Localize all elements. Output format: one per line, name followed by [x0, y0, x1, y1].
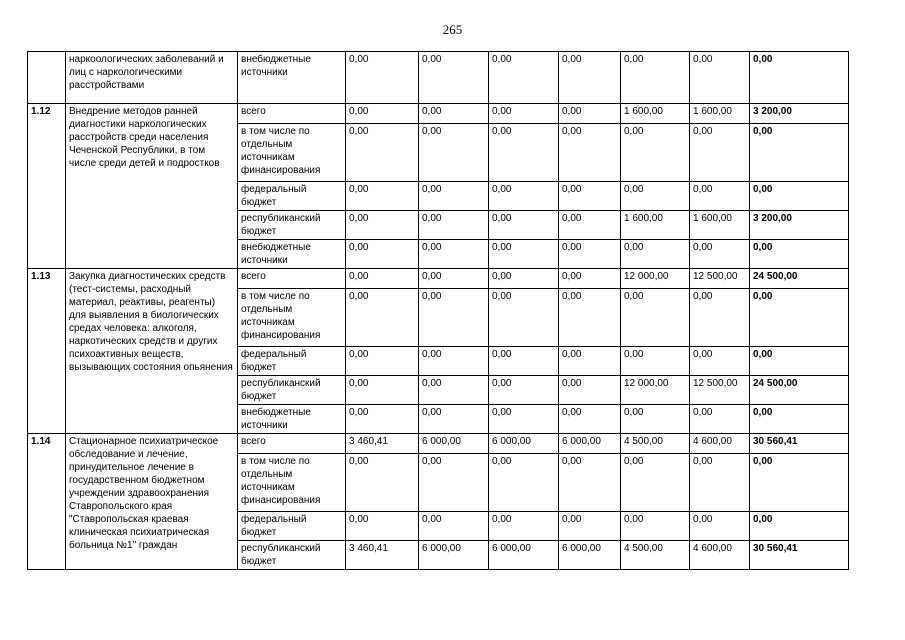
year-value: 6 000,00 [559, 434, 621, 454]
year-value: 0,00 [346, 289, 419, 347]
year-value: 0,00 [346, 376, 419, 405]
year-value: 0,00 [690, 240, 750, 269]
total-value: 30 560,41 [750, 434, 849, 454]
year-value: 0,00 [621, 454, 690, 512]
year-value: 0,00 [346, 211, 419, 240]
year-value: 0,00 [419, 240, 489, 269]
funding-source: внебюджетные источники [238, 52, 346, 104]
total-value: 0,00 [750, 289, 849, 347]
table-row [28, 269, 849, 289]
year-value: 0,00 [419, 52, 489, 104]
year-value: 0,00 [489, 52, 559, 104]
year-value: 0,00 [489, 182, 559, 211]
year-value: 6 000,00 [489, 541, 559, 570]
year-value: 0,00 [690, 405, 750, 434]
page-number: 265 [442, 22, 463, 37]
year-value: 0,00 [419, 289, 489, 347]
year-value: 0,00 [690, 454, 750, 512]
year-value: 1 600,00 [621, 211, 690, 240]
total-value: 0,00 [750, 512, 849, 541]
year-value: 0,00 [489, 454, 559, 512]
table-row [28, 104, 849, 124]
measure-name: Стационарное психиатрическое обследование и лечение, принудительное лечение в государственном бюджетном учреждении здравоохранения Ставропольского края "Ставропольская краевая клиническая психиатрическая больница №1" граждан [66, 434, 238, 570]
total-value: 3 200,00 [750, 104, 849, 124]
budget-table [27, 51, 849, 570]
year-value: 0,00 [489, 240, 559, 269]
year-value: 0,00 [419, 405, 489, 434]
total-value: 24 500,00 [750, 376, 849, 405]
funding-source: федеральный бюджет [238, 182, 346, 211]
year-value: 0,00 [559, 240, 621, 269]
year-value: 0,00 [419, 104, 489, 124]
year-value: 0,00 [489, 347, 559, 376]
year-value: 0,00 [346, 347, 419, 376]
year-value: 0,00 [419, 269, 489, 289]
total-value: 0,00 [750, 405, 849, 434]
year-value: 0,00 [489, 289, 559, 347]
year-value: 3 460,41 [346, 541, 419, 570]
funding-source: федеральный бюджет [238, 512, 346, 541]
year-value: 0,00 [621, 512, 690, 541]
year-value: 6 000,00 [419, 541, 489, 570]
funding-source: республиканский бюджет [238, 541, 346, 570]
total-value: 0,00 [750, 52, 849, 104]
total-value: 0,00 [750, 240, 849, 269]
funding-source: в том числе по отдельным источникам финансирования [238, 454, 346, 512]
year-value: 0,00 [621, 289, 690, 347]
year-value: 6 000,00 [559, 541, 621, 570]
year-value: 0,00 [489, 104, 559, 124]
year-value: 0,00 [346, 52, 419, 104]
year-value: 0,00 [559, 52, 621, 104]
funding-source: республиканский бюджет [238, 376, 346, 405]
row-code: 1.13 [28, 269, 66, 434]
year-value: 0,00 [559, 347, 621, 376]
year-value: 0,00 [419, 376, 489, 405]
year-value: 6 000,00 [419, 434, 489, 454]
year-value: 0,00 [346, 104, 419, 124]
year-value: 0,00 [346, 512, 419, 541]
year-value: 0,00 [690, 182, 750, 211]
year-value: 0,00 [559, 124, 621, 182]
year-value: 0,00 [419, 347, 489, 376]
year-value: 0,00 [419, 124, 489, 182]
total-value: 0,00 [750, 182, 849, 211]
funding-source: всего [238, 104, 346, 124]
total-value: 0,00 [750, 124, 849, 182]
total-value: 0,00 [750, 454, 849, 512]
year-value: 0,00 [419, 512, 489, 541]
year-value: 0,00 [559, 269, 621, 289]
year-value: 0,00 [419, 454, 489, 512]
year-value: 0,00 [489, 376, 559, 405]
year-value: 0,00 [621, 182, 690, 211]
year-value: 0,00 [559, 289, 621, 347]
table-row [28, 52, 849, 104]
year-value: 12 000,00 [621, 376, 690, 405]
row-code [28, 52, 66, 104]
year-value: 0,00 [621, 240, 690, 269]
year-value: 0,00 [621, 52, 690, 104]
year-value: 0,00 [346, 182, 419, 211]
year-value: 0,00 [489, 124, 559, 182]
year-value: 0,00 [489, 405, 559, 434]
year-value: 0,00 [419, 182, 489, 211]
year-value: 0,00 [559, 376, 621, 405]
year-value: 0,00 [559, 405, 621, 434]
year-value: 0,00 [419, 211, 489, 240]
funding-source: федеральный бюджет [238, 347, 346, 376]
year-value: 0,00 [690, 347, 750, 376]
funding-source: в том числе по отдельным источникам финансирования [238, 124, 346, 182]
year-value: 12 000,00 [621, 269, 690, 289]
measure-name: наркоологических заболеваний и лиц с наркологическими расстройствами [66, 52, 238, 104]
year-value: 0,00 [690, 52, 750, 104]
year-value: 0,00 [559, 512, 621, 541]
funding-source: внебюджетные источники [238, 240, 346, 269]
year-value: 4 600,00 [690, 541, 750, 570]
year-value: 0,00 [346, 124, 419, 182]
total-value: 30 560,41 [750, 541, 849, 570]
year-value: 0,00 [690, 512, 750, 541]
year-value: 0,00 [559, 182, 621, 211]
year-value: 0,00 [621, 347, 690, 376]
year-value: 1 600,00 [621, 104, 690, 124]
total-value: 3 200,00 [750, 211, 849, 240]
year-value: 12 500,00 [690, 269, 750, 289]
year-value: 0,00 [346, 269, 419, 289]
row-code: 1.14 [28, 434, 66, 570]
year-value: 0,00 [559, 211, 621, 240]
total-value: 24 500,00 [750, 269, 849, 289]
table-row [28, 434, 849, 454]
funding-source: внебюджетные источники [238, 405, 346, 434]
year-value: 0,00 [489, 211, 559, 240]
year-value: 0,00 [489, 269, 559, 289]
year-value: 0,00 [621, 405, 690, 434]
measure-name: Внедрение методов ранней диагностики наркологических расстройств среди населения Чеченской Республики, в том числе среди детей и подростков [66, 104, 238, 269]
total-value: 0,00 [750, 347, 849, 376]
year-value: 3 460,41 [346, 434, 419, 454]
year-value: 1 600,00 [690, 211, 750, 240]
year-value: 0,00 [346, 405, 419, 434]
year-value: 0,00 [621, 124, 690, 182]
year-value: 4 600,00 [690, 434, 750, 454]
year-value: 0,00 [346, 240, 419, 269]
funding-source: всего [238, 269, 346, 289]
year-value: 12 500,00 [690, 376, 750, 405]
funding-source: республиканский бюджет [238, 211, 346, 240]
funding-source: всего [238, 434, 346, 454]
measure-name: Закупка диагностических средств (тест-системы, расходный материал, реактивы, реагенты) для выявления в биологических средах человека: алкоголя, наркотических средств и других психоактивных веществ, вызывающих состояния опьянения [66, 269, 238, 434]
year-value: 0,00 [559, 104, 621, 124]
year-value: 1 600,00 [690, 104, 750, 124]
year-value: 0,00 [690, 289, 750, 347]
row-code: 1.12 [28, 104, 66, 269]
year-value: 4 500,00 [621, 434, 690, 454]
year-value: 0,00 [559, 454, 621, 512]
funding-source: в том числе по отдельным источникам финансирования [238, 289, 346, 347]
year-value: 0,00 [346, 454, 419, 512]
year-value: 0,00 [489, 512, 559, 541]
year-value: 4 500,00 [621, 541, 690, 570]
year-value: 0,00 [690, 124, 750, 182]
year-value: 6 000,00 [489, 434, 559, 454]
